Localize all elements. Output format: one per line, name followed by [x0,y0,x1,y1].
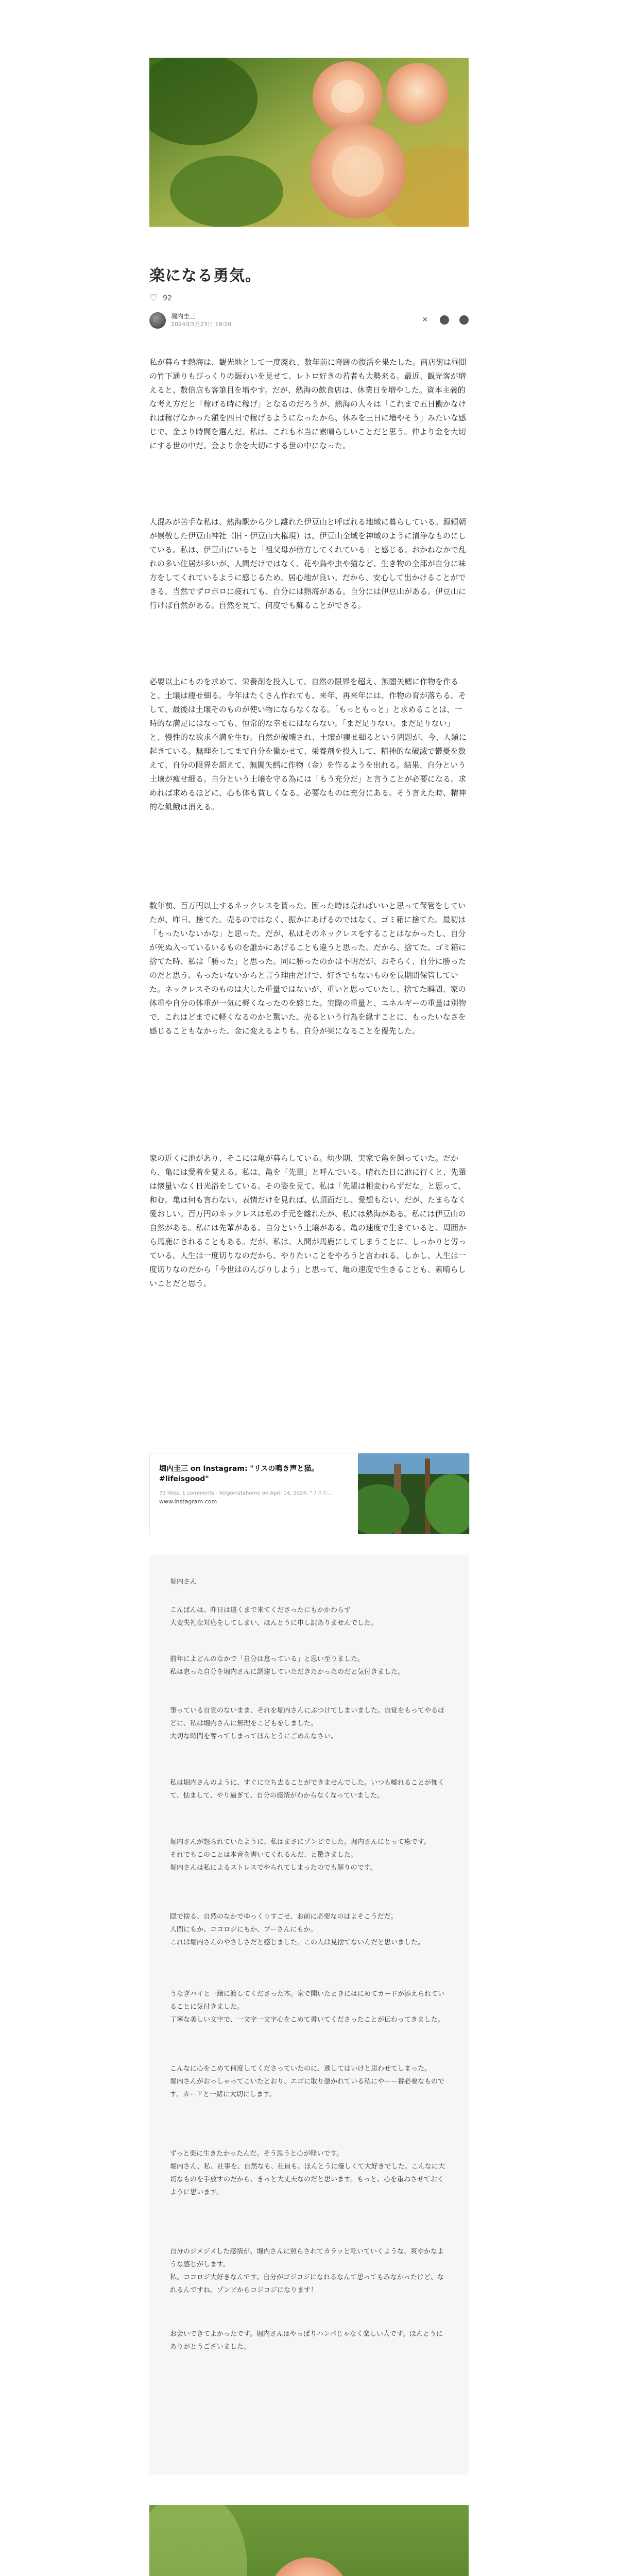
letter-paragraph: 堀内さん [170,1578,197,1586]
heart-icon[interactable]: ♡ [149,293,158,303]
embed-title: 堀内圭三 on Instagram: "リスの鳴き声と猫。#lifeisgood" [159,1465,319,1483]
letter-paragraph: ずっと楽に生きたかったんだ。そう思うと心が軽いです。 堀内さん、私、社事を、自然なも、社員も、ほんとうに優しくて大好きでした。こんなに大切なものを手放すのだから、きっと大丈夫なのだと思います。もっと、心を重ねさせておくように思います。 [170,2150,445,2196]
hero-image [149,58,469,227]
x-share-icon[interactable]: ✕ [422,316,428,324]
author-bar [149,311,469,330]
facebook-share-icon[interactable] [440,315,449,325]
article-title: 楽になる勇気。 [149,267,261,285]
letter-paragraph: 隠で捨る、自然のなかでゆっくりすごせ、お前に必要なのはよそこうだだ。 人間にもか、ココロジにもか、ブーさんにもか。 これは堀内さんのやさしさだと感じました。この人は見捨てないんだと思いました。 [170,1913,425,1946]
instagram-embed-card[interactable] [149,1453,470,1535]
body-paragraph: 数年前、百万円以上するネックレスを貰った。困った時は売ればいいと思って保管をしていたが、昨日、捨てた。売るのではなく、振かにあげるのではなく、ゴミ箱に捨てた。最初は「もったいないかな」と思った。だが、私はそのネックレスをすることはなかったし、自分が死ぬ入っているいるものを誰かにあげることも違うと思った。だから、捨てた。ゴミ箱に捨てた時、私は「勝った」と思った。同に勝ったのかは不明だが、おそらく、自分に勝ったのだと思う。もったいないからと言う理由だけで、好きでもないものを長期間保管していた。ネックレスそのものは大した重量ではないが、重いと思っていたし、捨てた瞬間、家の体重や自分の体重が一気に軽くなったのを感じた。実際の重量と、エネルギーの重量は別物で、これはどまでに軽くなるのかと驚いた。売るという行為を縁すことに、もったいなさを感じることもなかった。金に変えるよりも、自分が楽になることを優先した。 [149,901,467,1036]
embed-thumbnail [358,1453,469,1534]
letter-paragraph: 堀内さんが怒られていたように、私はまさにゾンビでした。堀内さんにとって癒です。 それでもこのことは本音を書いてくれるんだ、と驚きました。 堀内さんは私によるストレスでやられてしまったのでも解りのです。 [170,1838,431,1872]
like-count: 92 [163,294,172,302]
letter-paragraph: お会いできてよかったです。堀内さんはやっぱりハンパじゃなく楽しい人です。ほんとうにありがとうございました。 [170,2330,443,2351]
letter-paragraph: 私は堀内さんのように、すぐに立ち去ることができませんでした。いつも嘘れることが怖くて、怯まして、やり過ぎて、自分の感情がわからなくなっていました。 [170,1779,445,1800]
avatar[interactable] [149,312,166,329]
letter-paragraph: 筆っている自覚のないまま、それを堀内さんにぶつけてしまいました。自覚をもってやるほどに、私は堀内さんに無理をこどもをしました。 大切な時間を奪ってしまってほんとうにごめんなさい。 [170,1707,445,1740]
body-paragraph: 必要以上にものを求めて、栄養剤を投入して、自然の限界を超え、無闇矢鱈に作物を作ると、土壌は痩せ細る。今年はたくさん作れても、来年、再来年には、作物の育が落ちる。そして、最後は土壌そのものが使い物にならなくなる。「もっともっと」と求めることは、一時的な満足にはなっても、恒常的な幸せにはならない。「まだ足りない。まだ足りない」と、慢性的な欲求不満を生む。自然が破壊され、土壌が痩せ細るという問題が、今、人類に起きている。無理をしてまで自分を働かせて、栄養剤を投入して、精神的な破滅で鬱憂を数えて、自分の限界を超えて、無闇矢鱈に作物（金）を作るようを出れる。結果、自分という土壌が痩せ細る。自分という土壌を守る為には「もう充分だ」と言うことが必要になる。求めれば求めるほどに、心も体も貧しくなる。必要なものは充分にある。そう言えた時、精神的な飢餓は消える。 [149,677,467,811]
letter-paragraph: こんなに心をこめて何度してくださっていたのに、逃してはいけと思わせてしまった。 堀内さんがおっしゃってこいたとおり、エゴに取り憑かれている私にやーー番必要なものです。カードと一緒に大切にします。 [170,2065,445,2098]
hatena-share-icon[interactable] [459,315,469,325]
letter-paragraph: 前年によどんのなかで「自分は怠っている」と思い至りました。 私は怠った自分を堀内さんに調達していただきたかったのだと気付きました。 [170,1655,405,1676]
author-name[interactable]: 堀内圭三 [171,313,196,320]
publish-date: 2024年5月23日 19:20 [171,321,232,328]
like-area [149,293,172,303]
letter-paragraph: こんばんは。昨日は遠くまで来てくださったにもかかわらず 大変失礼な対応をしてしまい、ほんとうに申し訳ありませんでした。 [170,1606,378,1627]
body-paragraph: 人混みが苦手な私は、熱海駅から少し離れた伊豆山と呼ばれる地域に暮らしている。源頼朝が崇敬した伊豆山神社（旧・伊豆山大権現）は、伊豆山全域を神域のように清浄なものにしている。私は、伊豆山にいると「祖父母が傍方してくれている」と感じる。おかねなかで乱れの多い住居が多いが、人間だけではなく、花や鳥や虫や猫など、生き物の全部が自分に味方をしてくれているように感じるため、居心地が良い。だから、安心して出かけることができる。当然でずロボロに疲れても、自分には熱海がある。自分には伊豆山がある。伊豆山に行けば自然がある。自然を見て、何度でも蘇ることができる。 [149,517,467,610]
body-paragraph: 私が暮らす熱海は、観光地として一度廃れ、数年前に奇跡の復活を果たした。商店街は昼間の竹下通りもびっくりの賑わいを見せて、レトロ好きの若者も大勢来る。最近、観光客が増えると、数倍店も客筆目を増やす。だが、熱海の飲食店は、休業日を増やした。資本主義的な考え方だと「稼げる時に稼げ」となるのだろうが、熱海の人々は「これまで五日働かなければ稼げなかった額を四日で稼げるようになったから、休みを三日に増やそう」みたいな感じで、金より時間を選んだ。私は、これも本当に素晴らしいことだと思う。仲より金を大切にする世の中だ。金より余を大切にする世の中になった。 [149,358,467,450]
share-buttons [420,315,469,325]
embed-url: www.instagram.com [159,1498,217,1505]
rose-photo [149,2505,469,2576]
letter-paragraph: うなぎパイと一緒に渡してくださった本。家で開いたときにはにめてカードが添えられていることに気付きました。 丁寧な美しい文字で、一文字一文字心をこめて書いてくださったことが伝わってきました。 [170,1990,445,2024]
body-paragraph: 家の近くに池があり、そこには亀が暮らしている。幼少期、実家で亀を飼っていた。だから、亀には愛着を覚える。私は、亀を「先輩」と呼んでいる。晴れた日に池に行くと、先輩は懐量いなく日光浴をしている。その姿を見て、私は「先輩は相変わらずだな」と思って、和む。亀は何も言わない。表情だけを見れば、仏頂面だし、愛想もない。だが、たまらなく愛おしい。百万円のネックレスは私の手元を離れたが、私には熱海がある。私には伊豆山の自然がある。私には先輩がある。自分という土壌がある。亀の速度で生きていると、周囲から馬鹿にされることもある。だが、私は、人間が馬鹿にしてしまうことに、しっかりと労っている。人生は一度切りなのだから、やりたいことをやろうと言われる。しかし、人生は一度切りなのだから「今世はのんびりしよう」と思って、亀の速度で生きることも、素晴らしいことだと思う。 [149,1154,467,1288]
quoted-letter [149,1555,469,2475]
letter-paragraph: 自分のジメジメした感情が、堀内さんに照らされてカラッと乾いていくような、爽やかなような感じがします。 私、ココロジ大好きなんです。自分がゴジコジになれるなんて思ってもみなかったけど、なれるんですね。ゾンビからコジコジになります！ [170,2248,444,2294]
embed-description: 73 likes, 1 comments - keigoinstahome on April 14, 2024: "リスの... [159,1490,333,1496]
